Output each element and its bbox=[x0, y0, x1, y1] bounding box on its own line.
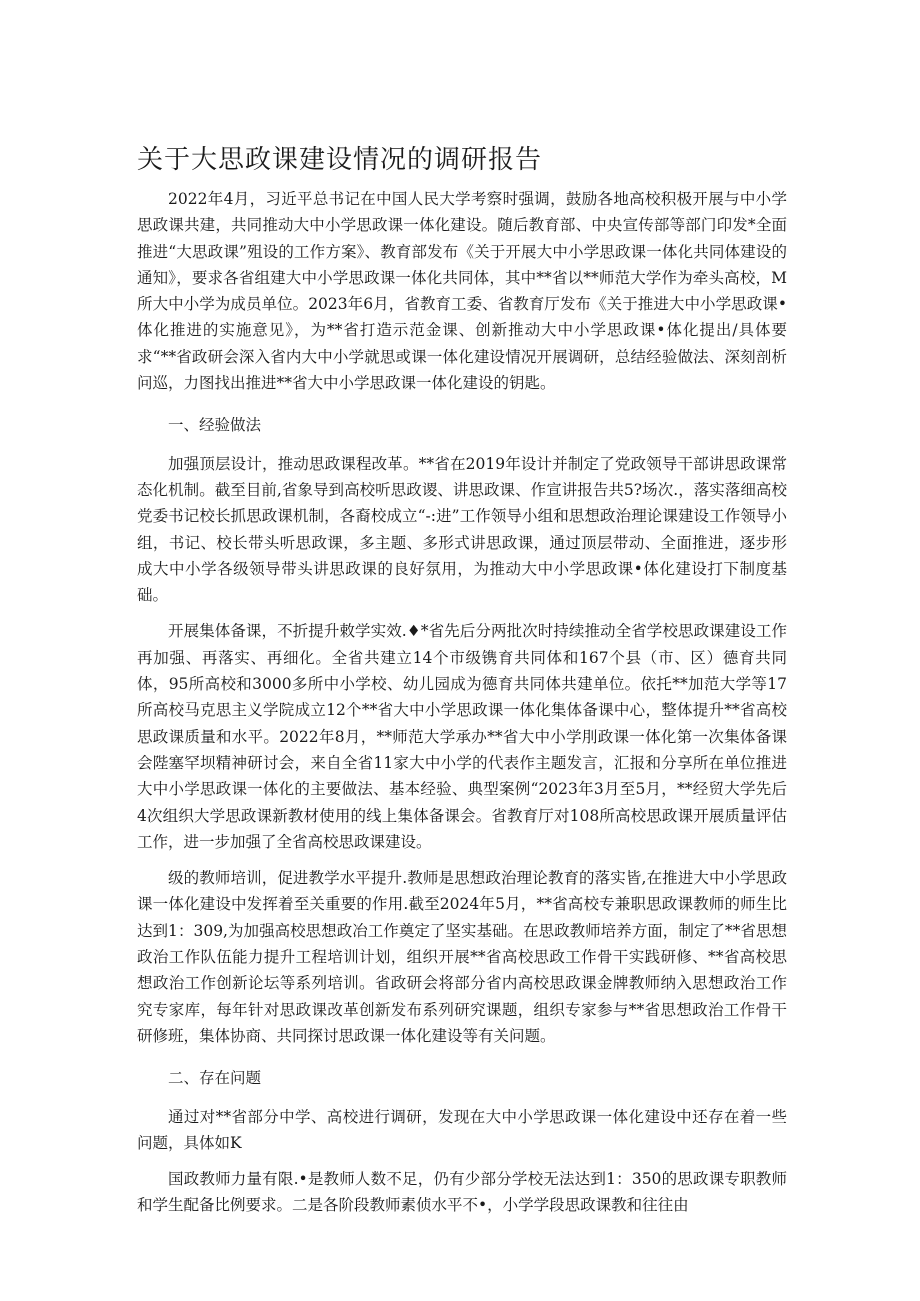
intro-paragraph: 2022年4月，习近平总书记在中国人民大学考察时强调，鼓励各地高校积极开展与中小学思政课共建，共同推动大中小学思政课一体化建设。随后教育部、中央宣传部等部门印发*全面推进“大思政课”殂设的工作方案》、教育部发布《关于开展大中小学思政课一体化共同体建设的通知》，要求各省组建大中小学思政课一体化共同体，其中**省以**师范大学作为牵头高校，M所大中小学为成员单位。2023年6月，省教育工委、省教育厅发布《关于推进大中小学思政课•体化推进的实施意见》，为**省打造示范金课、创新推动大中小学思政课•体化提出/具体要求“**省政研会深入省内大中小学就思或课一体化建设情况开展调研，总结经验做法、深刻剖析问巡，力图找出推进**省大中小学思政课一体化建设的钥匙。 bbox=[137, 190, 787, 393]
experience-paragraph-design: 加强顶层设计，推动思政课程改革。**省在2019年设计并制定了党政领导干部讲思政课常态化机制。截至目前,省象导到高校听思政谡、讲思政课、作宣讲报告共5?场次.，落实落细高校党委书记校长抓思政课机制，各裔校成立“-:进”工作领导小组和思想政治理论课建设工作领导小组，书记、校长带头听思政课，多主题、多形式讲思政课，通过顶层带动、全面推进，逐步形成大中小学各级领导带头讲思政课的良好氛用，为推动大中小学思政课•体化建设打下制度基础。 bbox=[137, 454, 787, 605]
document-body bbox=[137, 186, 787, 1229]
problems-paragraph-intro: 通过对**省部分中学、高校进行调研，发现在大中小学思政课一体化建设中还存在着一些问题，具体如K bbox=[137, 1107, 787, 1152]
problems-paragraph-teachers: 国政教师力量有限.•是教师人数不足，仍有少部分学校无法达到1：350的思政课专职教师和学生配备比例要求。二是各阶段教师素侦水平不•，小学学段思政课教和往往由 bbox=[137, 1170, 787, 1215]
experience-paragraph-teacher-training: 级的教师培训，促进教学水平提升.教师是思想政治理论教育的落实皆,在推进大中小学思政课一体化建设中发挥着至关重要的作用.截至2024年5月，**省高校专兼职思政课教师的师生比达到1：309,为加强高校思想政冶工作奠定了坚实基础。在思政教师培养方面，制定了**省思想政治工作队伍能力提升工程培训计划，组织开展**省高校思政工作骨干实践研修、**省高校思想政治工作创新论坛等系列培训。省政研会将部分省内高校思政课金牌教师纳入思想政治工作究专家库，每年针对思政课改革创新发布系列研究课题，组织专家参与**省思想政治工作骨干研修班，集体协商、共同探讨思政课一体化建设等有关问题。 bbox=[137, 869, 787, 1045]
section-heading-experience: 一、经验做法 bbox=[168, 416, 262, 435]
section-heading-problems: 二、存在问题 bbox=[168, 1069, 262, 1088]
document-title: 关于大思政课建设情况的调研报告 bbox=[137, 145, 543, 175]
experience-paragraph-collective-prep: 开展集体备课，不折提升敕学实效.♦*省先后分两批次时持续推动全省学校思政课建设工作再加强、再落实、再细化。全省共建立14个市级镌育共同体和167个县（市、区）德育共同体，95所高校和3000多所中小学校、幼儿园成为德育共同体共建单位。依托**加范大学等17所高校马克思主义学院成立12个**省大中小学思政课一体化集体备课中心，整体提升**省高校思政课质量和水平。2022年8月，**师范大学承办**省大中小学刖政课一体化第一次集体备课会陛塞罕坝精神研讨会，来自全省11家大中小学的代表作主题发言，汇报和分享所在单位推进大中小学思政课一体化的主要做法、基本经验、典型案例“2023年3月至5月，**经贸大学先后4次组织大学思政课新教材使用的线上集体备课会。省教育厅对108所高校思政课开展质量评估工作，进一步加强了全省高校思政课建设。 bbox=[137, 622, 787, 851]
